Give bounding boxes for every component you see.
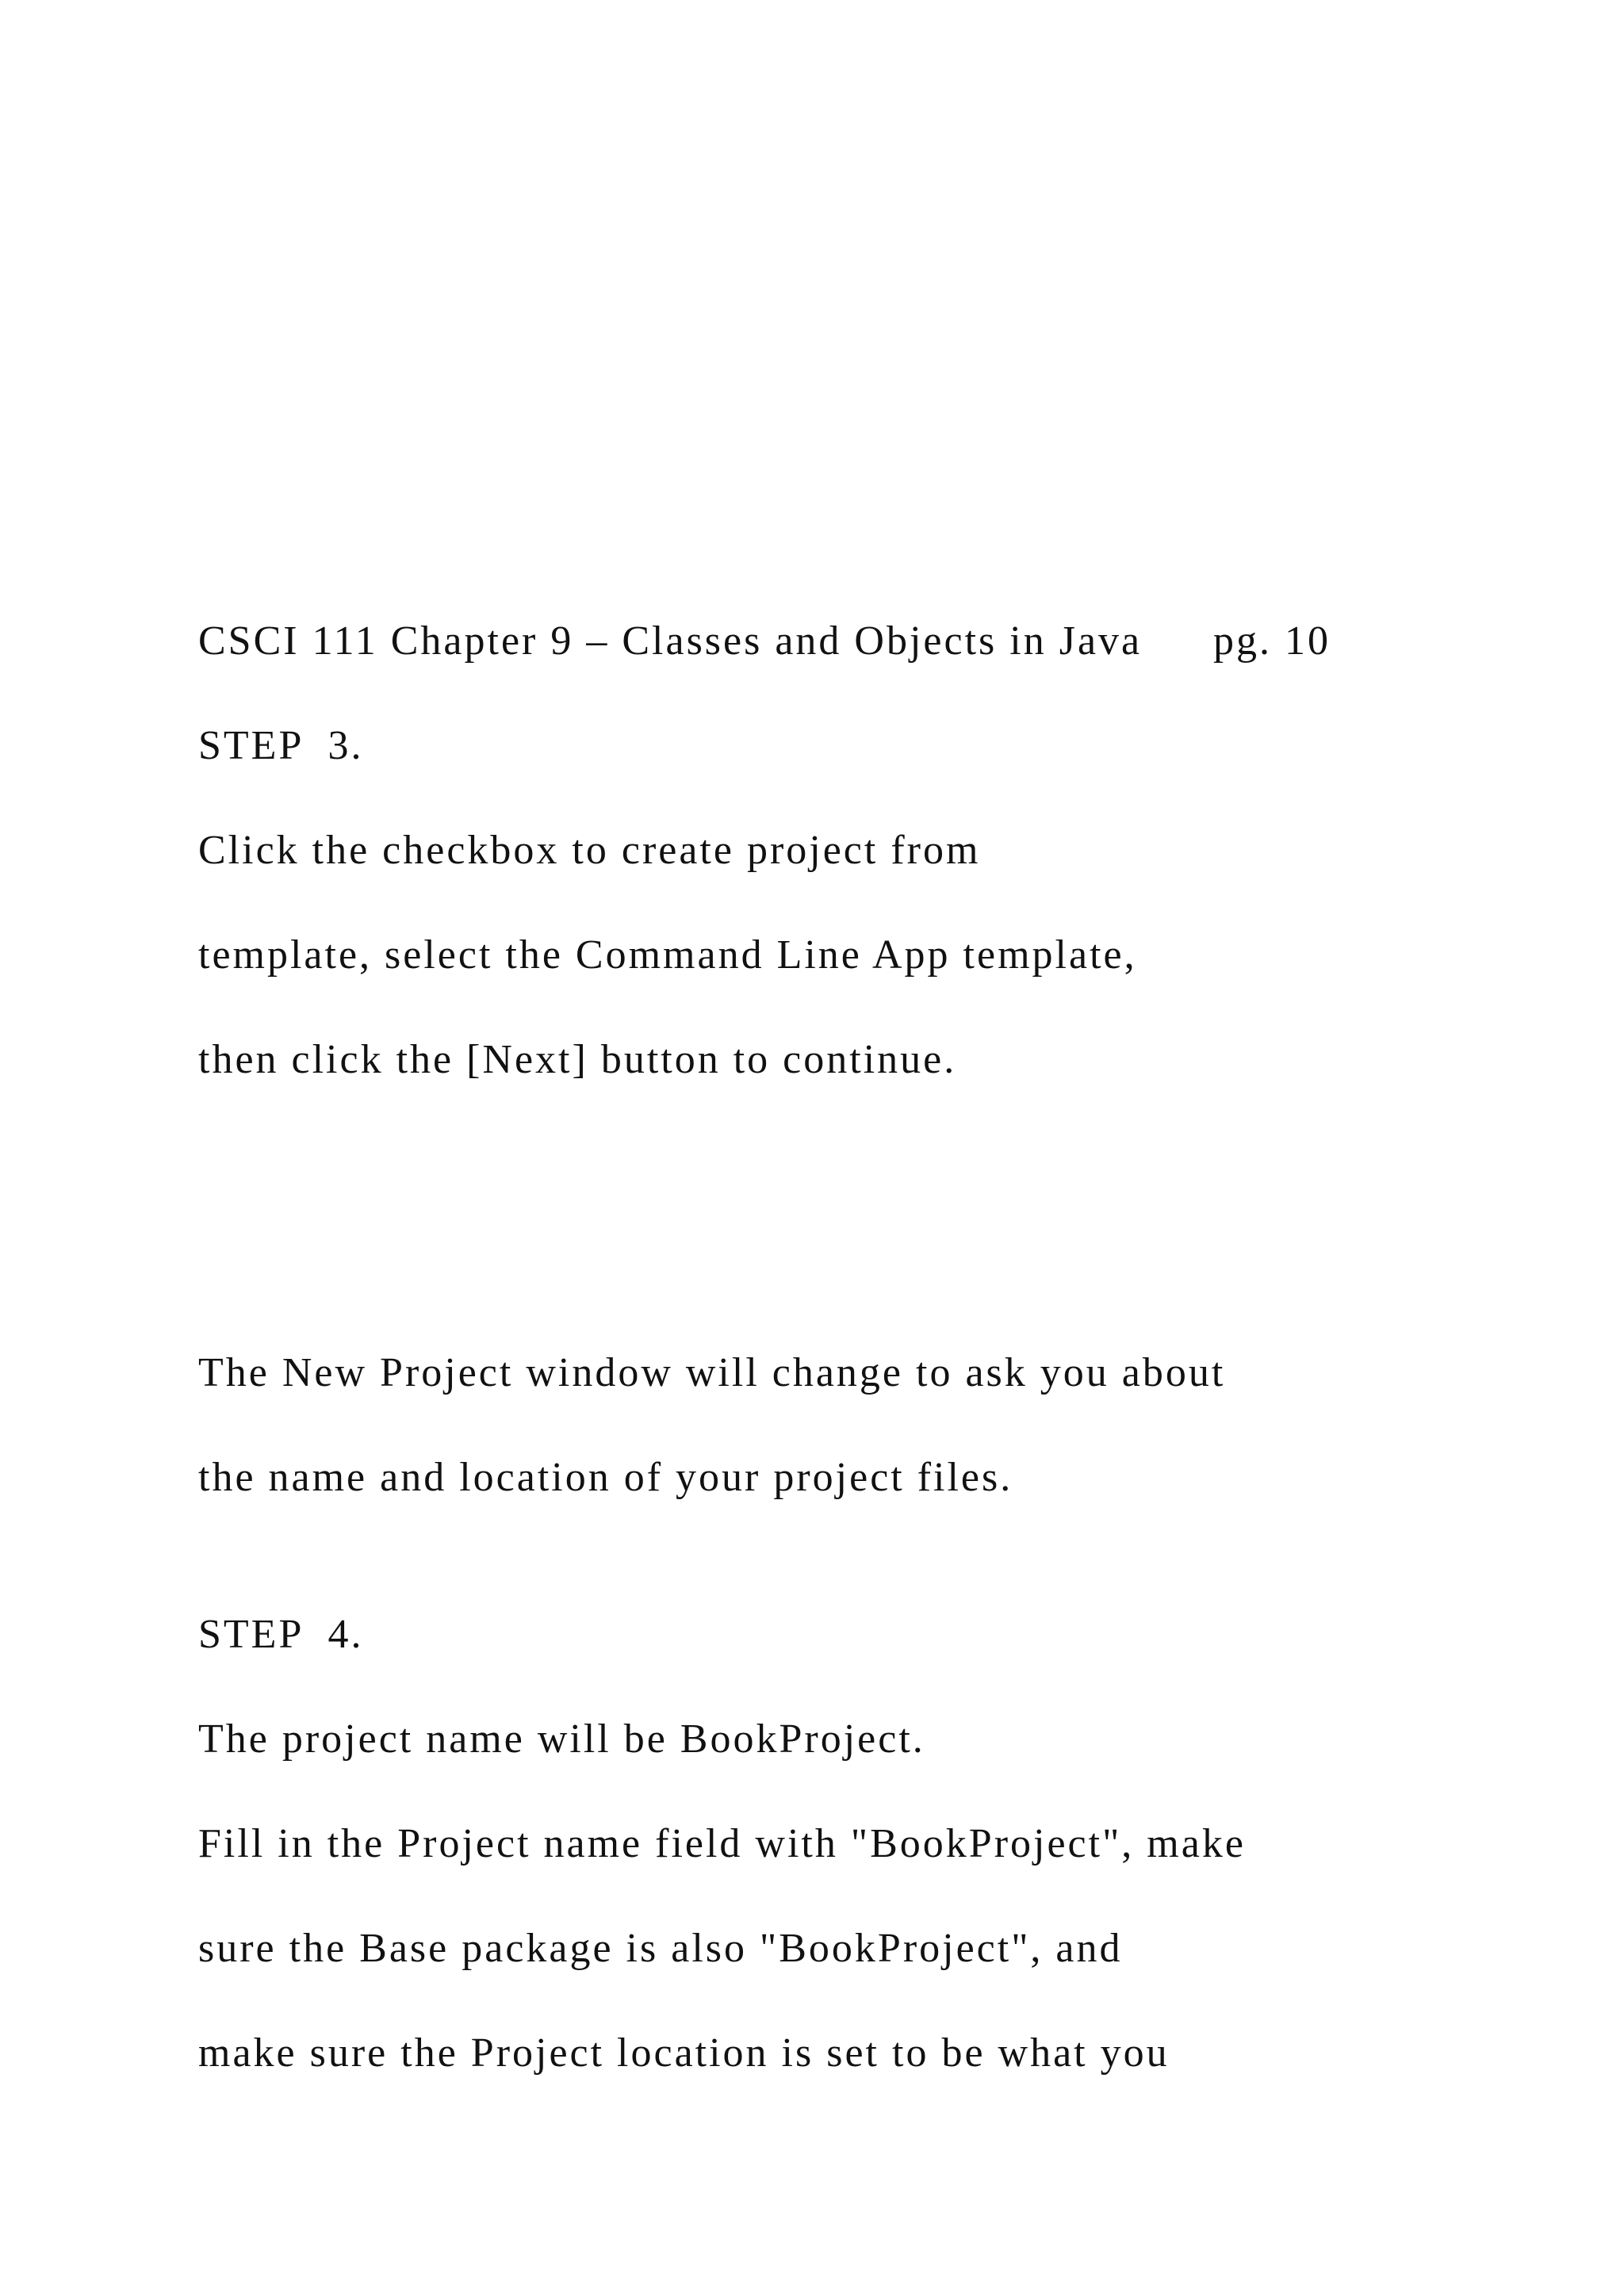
new-project-text-line: the name and location of your project files. <box>198 1455 1013 1500</box>
step-4-heading: STEP 4. <box>198 1612 364 1657</box>
step-3-text-line: then click the [Next] button to continue. <box>198 1037 957 1082</box>
new-project-text-line: The New Project window will change to ask you about <box>198 1350 1226 1395</box>
step-4-text-line: The project name will be BookProject. <box>198 1716 925 1762</box>
step-4-text-line: Fill in the Project name field with "BookProject", make <box>198 1821 1246 1866</box>
step-3-heading: STEP 3. <box>198 723 364 768</box>
step-3-text-line: Click the checkbox to create project from <box>198 828 981 873</box>
step-3-text-line: template, select the Command Line App template, <box>198 932 1137 978</box>
page-number: pg. 10 <box>1213 618 1331 664</box>
step-4-text-line: sure the Base package is also "BookProject", and <box>198 1926 1123 1971</box>
page-header-title: CSCI 111 Chapter 9 – Classes and Objects in Java <box>198 618 1143 664</box>
step-4-text-line: make sure the Project location is set to be what you <box>198 2030 1170 2076</box>
